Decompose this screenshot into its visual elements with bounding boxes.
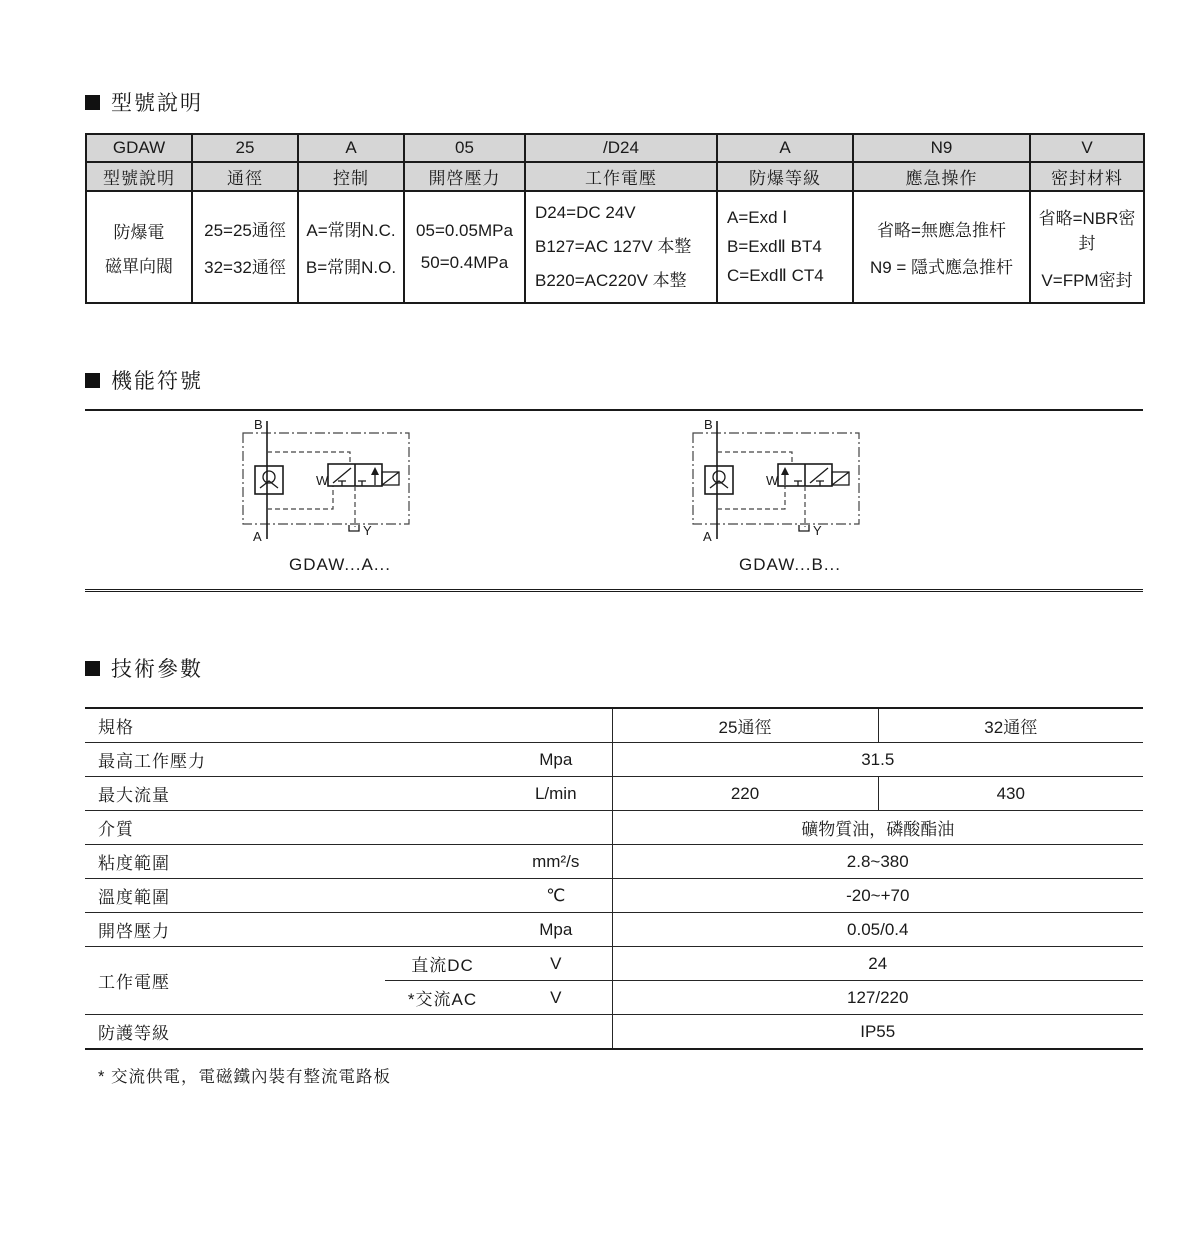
valve-symbol-a-figure: [230, 419, 450, 575]
model-code-cell: N9: [853, 134, 1030, 162]
section-divider-thick: [85, 589, 1143, 592]
model-option-cell: [1030, 191, 1144, 303]
section-marker-icon: [85, 661, 100, 676]
spec-row-max-flow: [85, 777, 1143, 811]
model-option-cell: [853, 191, 1030, 303]
option-line: 05=0.05MPa: [416, 221, 513, 240]
option-line: D24=DC 24V: [535, 203, 636, 222]
option-line: N9 = 隱式應急推杆: [869, 258, 1014, 277]
section-marker-icon: [85, 95, 100, 110]
spec-unit-cell: V: [500, 981, 612, 1015]
spec-value-cell: 2.8~380: [612, 845, 1143, 879]
technical-parameters-table: [85, 707, 1143, 1050]
model-label-cell: 開啓壓力: [404, 162, 525, 191]
model-label-cell: 型號說明: [86, 162, 192, 191]
model-label-cell: 應急操作: [853, 162, 1030, 191]
spec-value-cell: 0.05/0.4: [612, 913, 1143, 947]
option-line: C=ExdⅡ CT4: [727, 266, 824, 285]
model-code-cell: /D24: [525, 134, 717, 162]
spec-unit-cell: mm²/s: [500, 845, 612, 879]
option-line: B127=AC 127V 本整: [535, 237, 692, 256]
model-option-cell: [298, 191, 404, 303]
spec-row-protection: [85, 1015, 1143, 1050]
model-code-cell: 25: [192, 134, 298, 162]
option-line: 省略=無應急推杆: [877, 221, 1006, 240]
model-label-cell: 控制: [298, 162, 404, 191]
option-line: A=常閉N.C.: [306, 221, 396, 240]
model-code-cell: 05: [404, 134, 525, 162]
spec-value-cell: IP55: [612, 1015, 1143, 1050]
section-title: 型號說明: [111, 92, 203, 115]
symbols-section-heading: [85, 366, 1143, 394]
section-marker-icon: [85, 373, 100, 388]
spec-label-cell: 最大流量: [85, 777, 500, 811]
port-a-label: A: [703, 529, 712, 544]
directional-valve-symbol: [328, 464, 399, 486]
model-options-row: [86, 191, 1144, 303]
spec-row-size: [85, 708, 1143, 743]
spec-value-cell: 430: [878, 777, 1143, 811]
spec-col-25-header: 25通徑: [612, 708, 878, 743]
option-line: A=Exd Ⅰ: [727, 208, 788, 227]
model-number-table: [85, 133, 1145, 304]
port-b-label: B: [704, 419, 713, 432]
drain-symbol: [349, 525, 359, 531]
solenoid-icon: [382, 472, 399, 485]
section-title: 技術參數: [111, 658, 203, 681]
model-code-cell: V: [1030, 134, 1144, 162]
spec-row-max-pressure: [85, 743, 1143, 777]
model-label-cell: 工作電壓: [525, 162, 717, 191]
spec-unit-cell: V: [500, 947, 612, 981]
pilot-line-upper: [717, 452, 792, 464]
port-b-label: B: [254, 419, 263, 432]
spec-row-viscosity: [85, 845, 1143, 879]
model-code-row: [86, 134, 1144, 162]
model-code-cell: A: [717, 134, 853, 162]
pilot-line-upper: [267, 452, 350, 464]
check-valve-symbol: [255, 466, 283, 494]
option-line: 磁單向閥: [105, 256, 173, 276]
spec-value-cell: 24: [612, 947, 1143, 981]
model-option-cell: [192, 191, 298, 303]
spec-label-cell: 介質: [85, 811, 612, 845]
spec-value-cell: 127/220: [612, 981, 1143, 1015]
model-code-cell: GDAW: [86, 134, 192, 162]
pilot-line-lower: [717, 486, 785, 509]
spec-row-medium: [85, 811, 1143, 845]
spec-label-cell: 最高工作壓力: [85, 743, 500, 777]
option-line: 防爆電: [113, 222, 165, 242]
spec-label-cell: 防護等級: [85, 1015, 612, 1050]
model-label-cell: 通徑: [192, 162, 298, 191]
pilot-line-lower: [267, 486, 333, 509]
spec-label-cell: 工作電壓: [85, 947, 385, 1015]
spec-label-cell: 開啓壓力: [85, 913, 500, 947]
spec-unit-cell: L/min: [500, 777, 612, 811]
option-line: 25=25通徑: [204, 221, 286, 240]
ac-power-footnote: * 交流供電，電磁鐵內裝有整流電路板: [98, 1068, 392, 1086]
option-line: 省略=NBR密封: [1038, 208, 1136, 253]
model-option-cell: [404, 191, 525, 303]
drain-y-label: Y: [813, 523, 822, 538]
model-label-cell: 防爆等級: [717, 162, 853, 191]
spec-value-cell: 礦物質油，磷酸酯油: [612, 811, 1143, 845]
spec-unit-cell: Mpa: [500, 913, 612, 947]
spec-label-cell: 溫度範圍: [85, 879, 500, 913]
model-section-heading: [85, 88, 1143, 116]
spec-unit-cell: ℃: [500, 879, 612, 913]
model-label-cell: 密封材料: [1030, 162, 1144, 191]
spec-value-cell: 220: [612, 777, 878, 811]
model-option-cell: [86, 191, 192, 303]
spec-label-cell: 粘度範圍: [85, 845, 500, 879]
diagram-caption: GDAW...B...: [739, 555, 841, 574]
spec-sub-label-cell: 直流DC: [385, 947, 500, 981]
option-line: B220=AC220V 本整: [535, 271, 687, 290]
directional-valve-symbol: [778, 464, 849, 486]
valve-symbol-b-diagram: [680, 419, 900, 547]
spec-value-cell: -20~+70: [612, 879, 1143, 913]
spec-row-temperature: [85, 879, 1143, 913]
spec-sub-label-cell: *交流AC: [385, 981, 500, 1015]
drain-y-label: Y: [363, 523, 372, 538]
check-valve-symbol: [705, 466, 733, 494]
option-line: B=常開N.O.: [305, 258, 397, 277]
spec-unit-cell: Mpa: [500, 743, 612, 777]
valve-symbol-b-figure: [680, 419, 900, 575]
spec-col-32-header: 32通徑: [878, 708, 1143, 743]
drain-symbol: [799, 525, 809, 531]
valve-symbol-a-diagram: [230, 419, 450, 547]
specs-section-heading: [85, 654, 1143, 682]
solenoid-icon: [832, 472, 849, 485]
spec-row-opening-pressure: [85, 913, 1143, 947]
spec-row-voltage-dc: [85, 947, 1143, 981]
coil-w-label: W: [316, 473, 329, 488]
coil-w-label: W: [766, 473, 779, 488]
model-option-cell: [525, 191, 717, 303]
port-a-label: A: [253, 529, 262, 544]
function-symbol-diagrams: [85, 411, 1143, 589]
section-title: 機能符號: [111, 370, 203, 393]
spec-value-cell: 31.5: [612, 743, 1143, 777]
diagram-caption: GDAW...A...: [289, 555, 391, 574]
option-line: B=ExdⅡ BT4: [727, 237, 822, 256]
option-line: 50=0.4MPa: [420, 253, 509, 272]
option-line: 32=32通徑: [204, 258, 286, 277]
spec-label-cell: 規格: [85, 708, 612, 743]
model-code-cell: A: [298, 134, 404, 162]
option-line: V=FPM密封: [1041, 270, 1133, 290]
model-label-row: [86, 162, 1144, 191]
model-option-cell: [717, 191, 853, 303]
